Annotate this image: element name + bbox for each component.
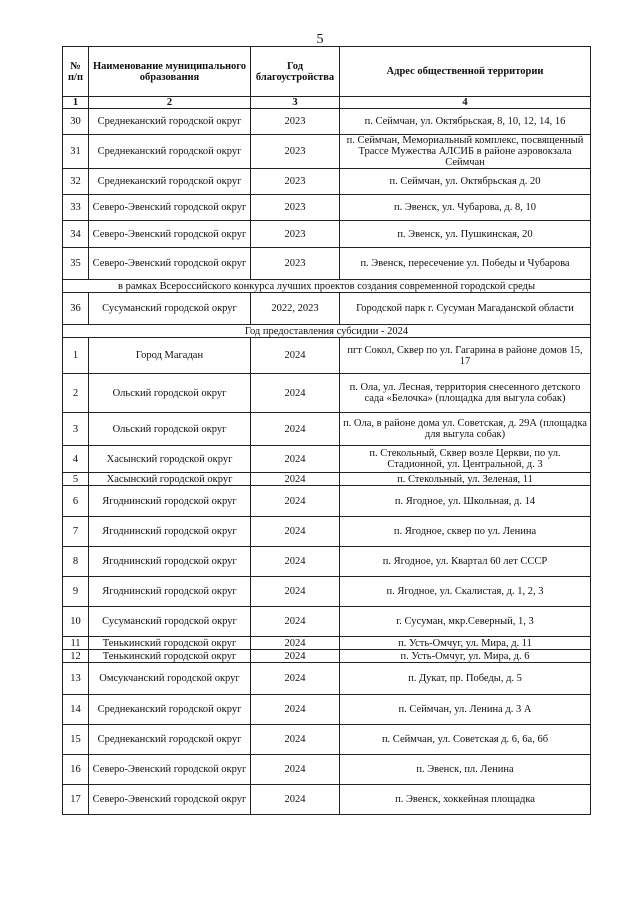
municipality-cell: Среднеканский городской округ xyxy=(89,725,251,755)
address-cell: п. Эвенск, хоккейная площадка xyxy=(340,785,591,815)
row-number: 9 xyxy=(63,577,89,607)
row-number: 16 xyxy=(63,755,89,785)
table-row xyxy=(63,517,591,547)
year-cell: 2022, 2023 xyxy=(251,293,340,325)
row-number: 17 xyxy=(63,785,89,815)
address-cell: п. Эвенск, пересечение ул. Победы и Чубарова xyxy=(340,248,591,280)
municipality-cell: Среднеканский городской округ xyxy=(89,169,251,195)
row-number: 33 xyxy=(63,195,89,221)
municipality-cell: Город Магадан xyxy=(89,338,251,374)
address-cell: п. Сеймчан, ул. Октябрьская д. 20 xyxy=(340,169,591,195)
section-row-2024 xyxy=(63,325,591,338)
address-cell: п. Усть-Омчуг, ул. Мира, д. 6 xyxy=(340,650,591,663)
table-row xyxy=(63,109,591,135)
table-row xyxy=(63,293,591,325)
year-cell: 2023 xyxy=(251,135,340,169)
table-row xyxy=(63,374,591,413)
row-number: 11 xyxy=(63,637,89,650)
address-cell: пгт Сокол, Сквер по ул. Гагарина в районе домов 15, 17 xyxy=(340,338,591,374)
year-cell: 2024 xyxy=(251,725,340,755)
address-cell: п. Сеймчан, ул. Советская д. 6, 6а, 6б xyxy=(340,725,591,755)
table-row xyxy=(63,755,591,785)
row-number: 10 xyxy=(63,607,89,637)
year-cell: 2024 xyxy=(251,446,340,473)
address-cell: п. Дукат, пр. Победы, д. 5 xyxy=(340,663,591,695)
table-row xyxy=(63,195,591,221)
table-row xyxy=(63,338,591,374)
column-header-year: Год благоустройства xyxy=(251,47,340,97)
address-cell: п. Эвенск, пл. Ленина xyxy=(340,755,591,785)
table-row xyxy=(63,650,591,663)
address-cell: п. Ягодное, ул. Скалистая, д. 1, 2, 3 xyxy=(340,577,591,607)
row-number: 8 xyxy=(63,547,89,577)
municipality-cell: Ольский городской округ xyxy=(89,413,251,446)
year-cell: 2024 xyxy=(251,695,340,725)
address-cell: п. Ола, в районе дома ул. Советская, д. 29А (площадка для выгула собак) xyxy=(340,413,591,446)
row-number: 36 xyxy=(63,293,89,325)
column-number: 4 xyxy=(340,97,591,109)
section-row-contest xyxy=(63,280,591,293)
column-number-row xyxy=(63,97,591,109)
address-cell: п. Усть-Омчуг, ул. Мира, д. 11 xyxy=(340,637,591,650)
address-cell: п. Эвенск, ул. Пушкинская, 20 xyxy=(340,221,591,248)
row-number: 34 xyxy=(63,221,89,248)
municipality-cell: Ольский городской округ xyxy=(89,374,251,413)
municipality-cell: Северо-Эвенский городской округ xyxy=(89,248,251,280)
year-cell: 2024 xyxy=(251,517,340,547)
municipality-cell: Северо-Эвенский городской округ xyxy=(89,755,251,785)
row-number: 31 xyxy=(63,135,89,169)
municipality-cell: Северо-Эвенский городской округ xyxy=(89,221,251,248)
year-cell: 2023 xyxy=(251,109,340,135)
table-row xyxy=(63,547,591,577)
table-row xyxy=(63,663,591,695)
table-row xyxy=(63,725,591,755)
row-number: 14 xyxy=(63,695,89,725)
territories-table xyxy=(62,46,591,815)
table-row xyxy=(63,607,591,637)
municipality-cell: Тенькинский городской округ xyxy=(89,637,251,650)
address-cell: п. Ягодное, ул. Квартал 60 лет СССР xyxy=(340,547,591,577)
municipality-cell: Ягоднинский городской округ xyxy=(89,577,251,607)
column-number: 1 xyxy=(63,97,89,109)
year-cell: 2023 xyxy=(251,169,340,195)
year-cell: 2023 xyxy=(251,195,340,221)
address-cell: п. Сеймчан, ул. Ленина д. 3 А xyxy=(340,695,591,725)
rows-group-contest xyxy=(63,293,591,325)
row-number: 1 xyxy=(63,338,89,374)
municipality-cell: Тенькинский городской округ xyxy=(89,650,251,663)
year-cell: 2024 xyxy=(251,374,340,413)
row-number: 30 xyxy=(63,109,89,135)
municipality-cell: Среднеканский городской округ xyxy=(89,135,251,169)
column-number: 2 xyxy=(89,97,251,109)
year-cell: 2024 xyxy=(251,607,340,637)
year-cell: 2024 xyxy=(251,577,340,607)
municipality-cell: Северо-Эвенский городской округ xyxy=(89,785,251,815)
year-cell: 2024 xyxy=(251,755,340,785)
table-row xyxy=(63,473,591,486)
municipality-cell: Сусуманский городской округ xyxy=(89,293,251,325)
year-cell: 2023 xyxy=(251,248,340,280)
rows-group-2024 xyxy=(63,338,591,815)
page-number: 5 xyxy=(316,32,324,47)
year-cell: 2024 xyxy=(251,473,340,486)
municipality-cell: Ягоднинский городской округ xyxy=(89,547,251,577)
table-row xyxy=(63,446,591,473)
table-header-row xyxy=(63,47,591,97)
section-contest xyxy=(63,280,591,293)
address-cell: п. Ягодное, сквер по ул. Ленина xyxy=(340,517,591,547)
year-cell: 2024 xyxy=(251,663,340,695)
column-header-address: Адрес общественной территории xyxy=(340,47,591,97)
year-cell: 2024 xyxy=(251,338,340,374)
year-cell: 2024 xyxy=(251,637,340,650)
row-number: 12 xyxy=(63,650,89,663)
table-row xyxy=(63,486,591,517)
row-number: 32 xyxy=(63,169,89,195)
section-title-2024: Год предоставления субсидии - 2024 xyxy=(63,325,591,338)
year-cell: 2024 xyxy=(251,650,340,663)
column-header-municipality: Наименование муниципального образования xyxy=(89,47,251,97)
table-row xyxy=(63,169,591,195)
address-cell: п. Эвенск, ул. Чубарова, д. 8, 10 xyxy=(340,195,591,221)
year-cell: 2024 xyxy=(251,486,340,517)
table-row xyxy=(63,577,591,607)
municipality-cell: Хасынский городской округ xyxy=(89,446,251,473)
table-row xyxy=(63,785,591,815)
row-number: 5 xyxy=(63,473,89,486)
year-cell: 2023 xyxy=(251,221,340,248)
table-row xyxy=(63,135,591,169)
address-cell: п. Сеймчан, ул. Октябрьская, 8, 10, 12, 14, 16 xyxy=(340,109,591,135)
row-number: 2 xyxy=(63,374,89,413)
address-cell: п. Ягодное, ул. Школьная, д. 14 xyxy=(340,486,591,517)
municipality-cell: Среднеканский городской округ xyxy=(89,109,251,135)
municipality-cell: Сусуманский городской округ xyxy=(89,607,251,637)
municipality-cell: Среднеканский городской округ xyxy=(89,695,251,725)
table-row xyxy=(63,695,591,725)
rows-group-2023 xyxy=(63,109,591,280)
table-row xyxy=(63,248,591,280)
address-cell: п. Сеймчан, Мемориальный комплекс, посвященный Трассе Мужества АЛСИБ в районе аэровокзала Сеймчан xyxy=(340,135,591,169)
municipality-cell: Омсукчанский городской округ xyxy=(89,663,251,695)
table-row xyxy=(63,637,591,650)
year-cell: 2024 xyxy=(251,785,340,815)
table-row xyxy=(63,413,591,446)
section-title-contest: в рамках Всероссийского конкурса лучших проектов создания современной городской среды xyxy=(63,280,591,293)
municipality-cell: Хасынский городской округ xyxy=(89,473,251,486)
table-row xyxy=(63,221,591,248)
row-number: 13 xyxy=(63,663,89,695)
section-2024 xyxy=(63,325,591,338)
year-cell: 2024 xyxy=(251,413,340,446)
address-cell: г. Сусуман, мкр.Северный, 1, 3 xyxy=(340,607,591,637)
address-cell: п. Стекольный, ул. Зеленая, 11 xyxy=(340,473,591,486)
row-number: 15 xyxy=(63,725,89,755)
address-cell: Городской парк г. Сусуман Магаданской области xyxy=(340,293,591,325)
row-number: 3 xyxy=(63,413,89,446)
address-cell: п. Стекольный, Сквер возле Церкви, по ул. Стадионной, ул. Центральной, д. 3 xyxy=(340,446,591,473)
column-number: 3 xyxy=(251,97,340,109)
municipality-cell: Ягоднинский городской округ xyxy=(89,517,251,547)
year-cell: 2024 xyxy=(251,547,340,577)
row-number: 35 xyxy=(63,248,89,280)
column-header-number: № п/п xyxy=(63,47,89,97)
row-number: 7 xyxy=(63,517,89,547)
municipality-cell: Ягоднинский городской округ xyxy=(89,486,251,517)
address-cell: п. Ола, ул. Лесная, территория снесенного детского сада «Белочка» (площадка для выгула собак) xyxy=(340,374,591,413)
row-number: 6 xyxy=(63,486,89,517)
municipality-cell: Северо-Эвенский городской округ xyxy=(89,195,251,221)
row-number: 4 xyxy=(63,446,89,473)
